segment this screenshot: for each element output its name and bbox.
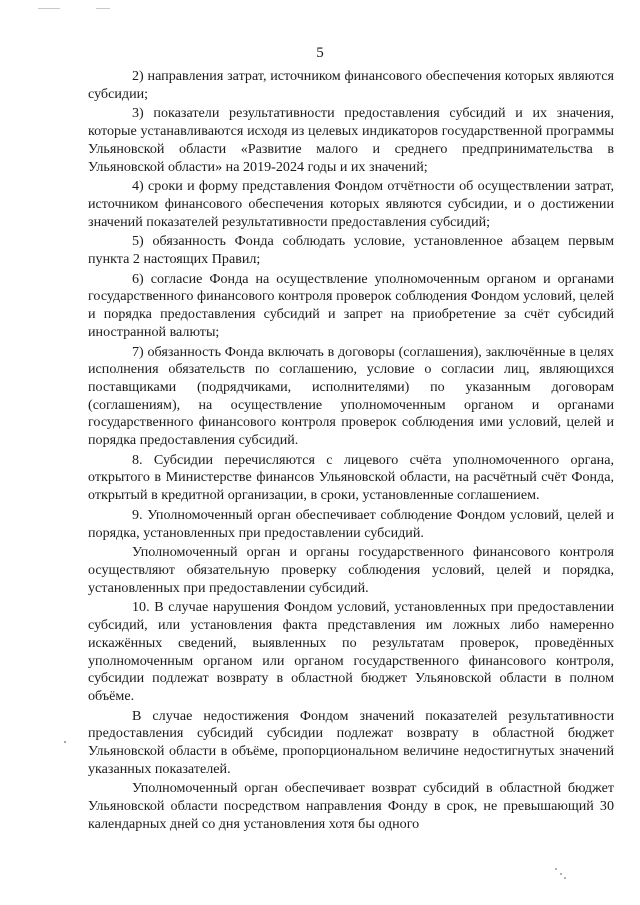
paragraph-clause-9-control: Уполномоченный орган и органы государственного финансового контроля осуществляют обязательную проверку соблюдения условий, целей и порядка, установленных при предоставлении субсидий.: [88, 544, 614, 596]
paragraph-item-4: 4) сроки и форму представления Фондом отчётности об осуществлении затрат, источником финансового обеспечения которых являются субсидии, и о достижении значений показателей результативности предоставления субсидий;: [88, 178, 614, 230]
paragraph-clause-9: 9. Уполномоченный орган обеспечивает соблюдение Фондом условий, целей и порядка, установленных при предоставлении субсидий.: [88, 506, 614, 541]
paragraph-clause-10-shortfall: В случае недостижения Фондом значений показателей результативности предоставления субсидий субсидии подлежат возврату в областной бюджет Ульяновской области в объёме, пропорциональном величине недостигнутых значений указанных показателей.: [88, 707, 614, 777]
paragraph-clause-10: 10. В случае нарушения Фондом условий, установленных при предоставлении субсидий, или установления факта представления им ложных либо намеренно искажённых сведений, выявленных по результатам проверок, проведённых уполномоченным органом или органом государственного финансового контроля, субсидии подлежат возврату в областной бюджет Ульяновской области в полном объёме.: [88, 599, 614, 704]
scan-artifact-corner: [555, 866, 569, 880]
paragraph-item-2: 2) направления затрат, источником финансового обеспечения которых являются субсидии;: [88, 68, 614, 102]
paragraph-item-7: 7) обязанность Фонда включать в договоры (соглашения), заключённые в целях исполнения обязательств по соглашению, условие о согласии лиц, являющихся поставщиками (подрядчиками, исполнителями) по указанным договорам (соглашениям), на осуществление уполномоченным органом и органами государственного финансового контроля проверок соблюдения ими условий, целей и порядка предоставления субсидий.: [88, 343, 614, 449]
paragraph-item-5: 5) обязанность Фонда соблюдать условие, установленное абзацем первым пункта 2 настоящих Правил;: [88, 233, 614, 268]
page-number: 5: [316, 45, 324, 61]
scan-artifact-dot: [64, 741, 66, 743]
paragraph-item-6: 6) согласие Фонда на осуществление уполномоченным органом и органами государственного финансового контроля проверок соблюдения Фондом условий, целей и порядка предоставления субсидий и запрет на приобретение за счёт субсидий иностранной валюты;: [88, 270, 614, 340]
paragraph-clause-8: 8. Субсидии перечисляются с лицевого счёта уполномоченного органа, открытого в Министерстве финансов Ульяновской области, на расчётный счёт Фонда, открытый в кредитной организации, в сроки, установленные соглашением.: [88, 451, 614, 504]
scan-artifact-marks: [38, 8, 118, 12]
paragraph-item-3: 3) показатели результативности предоставления субсидий и их значения, которые устанавливаются исходя из целевых индикаторов государственной программы Ульяновской области «Развитие малого и среднего предпринимательства в Ульяновской области» на 2019-2024 годы и их значений;: [88, 105, 614, 175]
paragraph-clause-10-refund: Уполномоченный орган обеспечивает возврат субсидий в областной бюджет Ульяновской области посредством направления Фонду в срок, не превышающий 30 календарных дней со дня установления хотя бы одного: [88, 780, 614, 832]
document-body: [88, 68, 614, 834]
